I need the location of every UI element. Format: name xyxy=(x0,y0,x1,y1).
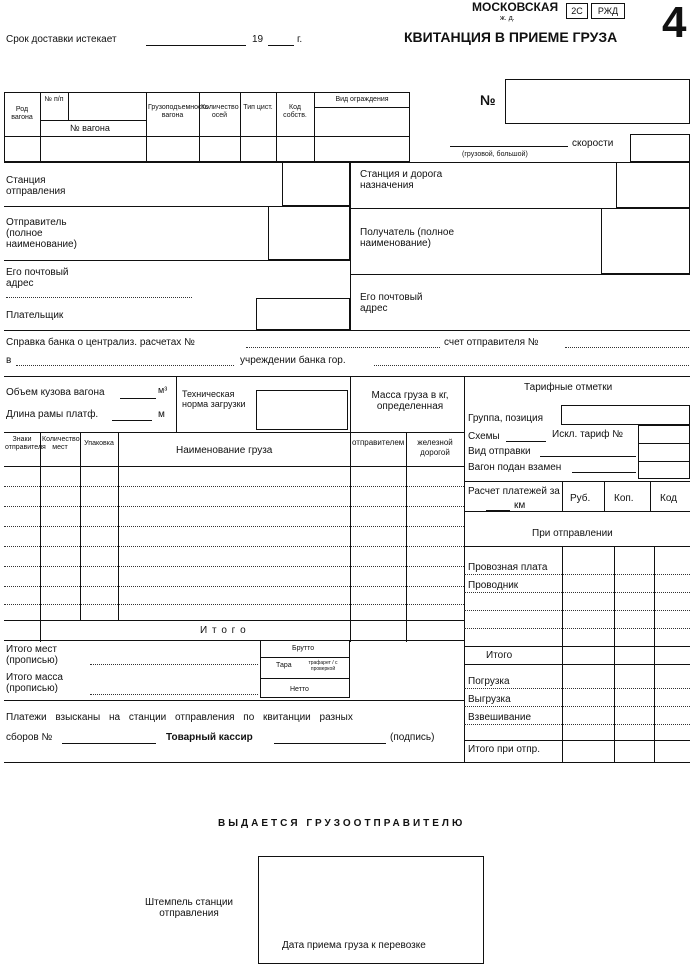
stamp-label: Штемпель станции отправления xyxy=(145,897,233,919)
col-capacity: Грузоподъемность вагона xyxy=(148,104,209,119)
payer-label: Плательщик xyxy=(6,310,64,321)
length-unit: м xyxy=(158,409,165,420)
year-prefix: 19 xyxy=(252,34,264,45)
col-wagon-number: № вагона xyxy=(70,123,110,133)
group-label: Группа, позиция xyxy=(468,413,544,424)
calc-label: Расчет платежей за xyxy=(468,486,560,497)
signature-label: (подпись) xyxy=(390,732,435,743)
station-to-label: Станция и дорога назначения xyxy=(360,169,443,191)
total-mass-label: Итого масса (прописью) xyxy=(6,672,63,694)
station-to-code[interactable] xyxy=(616,162,690,208)
col-owner-code: Код собств. xyxy=(283,104,307,119)
escort-label: Проводник xyxy=(468,580,519,591)
receiver-label: Получатель (полное наименование) xyxy=(360,227,455,249)
bank-in-label: в xyxy=(6,355,12,366)
body-volume-label: Объем кузова вагона xyxy=(6,387,105,398)
speed-code-box[interactable] xyxy=(630,134,690,162)
cashier-label: Товарный кассир xyxy=(166,732,253,743)
issued-to-label: ВЫДАЕТСЯ ГРУЗООТПРАВИТЕЛЮ xyxy=(218,818,466,829)
tare-hint: трафарет / с проверкой xyxy=(308,660,338,672)
code-label: Код xyxy=(660,493,678,504)
payer-code[interactable] xyxy=(256,298,350,330)
speed-hint: (грузовой, большой) xyxy=(462,151,528,158)
tech-norm-label: Техническая норма загрузки xyxy=(182,389,246,409)
year-field[interactable] xyxy=(268,45,294,46)
on-departure-label: При отправлении xyxy=(532,528,613,539)
receipt-number-field[interactable] xyxy=(505,79,690,124)
col-places-count: Количество мест xyxy=(42,436,80,451)
body-volume-field[interactable] xyxy=(120,398,156,399)
loading-label: Погрузка xyxy=(468,676,510,687)
tare-label: Тара xyxy=(276,662,292,669)
col-axles: Количество осей xyxy=(201,104,239,119)
station-from-label: Станция отправления xyxy=(6,175,66,197)
col-cargo-name: Наименование груза xyxy=(176,445,273,456)
cashier-signature-field[interactable] xyxy=(274,743,386,744)
delivery-date-field[interactable] xyxy=(146,45,246,46)
receiver-code[interactable] xyxy=(601,208,690,274)
km-label: км xyxy=(514,500,526,511)
payments-line: Платежи взысканы на станции отправления по квитанции разных xyxy=(6,712,353,723)
delivery-deadline-label: Срок доставки истекает xyxy=(6,34,117,45)
total-places-label: Итого мест (прописью) xyxy=(6,644,58,666)
schemes-label: Схемы xyxy=(468,431,500,442)
shipment-type-field[interactable] xyxy=(540,456,636,457)
exclusive-tariff-label: Искл. тариф № xyxy=(552,429,623,440)
rzd-box: РЖД xyxy=(591,3,625,19)
railway-abbr: ж. д. xyxy=(500,15,515,22)
kop-label: Коп. xyxy=(614,493,634,504)
col-package: Упаковка xyxy=(84,440,114,447)
col-fencing: Вид ограждения xyxy=(335,96,389,103)
form-number: 4 xyxy=(662,0,687,47)
acceptance-date-label: Дата приема груза к перевозке xyxy=(282,940,426,951)
bank-reference-label: Справка банка о централиз. расчетах № xyxy=(6,337,195,348)
sender-code[interactable] xyxy=(268,206,350,260)
wagon-replaced-field[interactable] xyxy=(572,472,636,473)
sender-account-field[interactable] xyxy=(565,347,689,348)
weighing-label: Взвешивание xyxy=(468,712,532,723)
tariff-total-label: Итого xyxy=(486,650,513,661)
col-mass-sender: отправителем xyxy=(352,438,405,447)
page-title: КВИТАНЦИЯ В ПРИЕМЕ ГРУЗА xyxy=(404,29,618,45)
fees-number-field[interactable] xyxy=(62,743,156,744)
total-departure-label: Итого при отпр. xyxy=(468,744,541,755)
group-field[interactable] xyxy=(561,405,690,425)
net-label: Нетто xyxy=(290,686,309,693)
col-sender-marks: Знаки отправителя xyxy=(5,436,46,451)
tech-norm-field[interactable] xyxy=(256,390,348,430)
receiver-address-label: Его почтовый адрес xyxy=(360,292,423,314)
bank-in-field[interactable] xyxy=(16,365,234,366)
bank-institution-label: учреждении банка гор. xyxy=(240,355,346,366)
col-mass-railway: железной дорогой xyxy=(417,438,453,457)
station-from-code[interactable] xyxy=(282,162,350,206)
tariff-code-boxes[interactable] xyxy=(638,425,690,479)
bank-city-field[interactable] xyxy=(374,365,689,366)
year-suffix: г. xyxy=(297,34,303,45)
col-wagon-kind: Род вагона xyxy=(11,106,33,121)
col-row-number: № п/п xyxy=(44,96,64,103)
speed-label: скорости xyxy=(572,138,614,149)
sender-address-field[interactable] xyxy=(6,297,192,298)
schemes-field[interactable] xyxy=(506,441,546,442)
railway-name: МОСКОВСКАЯ xyxy=(472,0,559,14)
frame-length-field[interactable] xyxy=(112,420,152,421)
col-tank-type: Тип цист. xyxy=(243,104,273,111)
tariff-title: Тарифные отметки xyxy=(524,382,613,393)
bank-reference-field[interactable] xyxy=(246,347,440,348)
cargo-total-label: И т о г о xyxy=(200,625,247,636)
gross-label: Брутто xyxy=(292,645,315,652)
volume-unit: м³ xyxy=(158,385,168,395)
carriage-fee-label: Провозная плата xyxy=(468,562,548,573)
mass-label: Масса груза в кг, определенная xyxy=(371,390,449,412)
code-box: 2С xyxy=(566,3,588,19)
sender-label: Отправитель (полное наименование) xyxy=(6,217,77,250)
rub-label: Руб. xyxy=(570,493,591,504)
unloading-label: Выгрузка xyxy=(468,694,511,705)
wagon-replaced-label: Вагон подан взамен xyxy=(468,462,562,473)
frame-length-label: Длина рамы платф. xyxy=(6,409,99,420)
speed-field[interactable] xyxy=(450,146,568,147)
total-mass-field[interactable] xyxy=(90,694,258,695)
fees-label: сборов № xyxy=(6,732,53,743)
sender-account-label: счет отправителя № xyxy=(444,337,539,348)
shipment-type-label: Вид отправки xyxy=(468,446,531,457)
sender-address-label: Его почтовый адрес xyxy=(6,267,69,289)
number-label: № xyxy=(480,92,496,108)
total-places-field[interactable] xyxy=(90,664,258,665)
